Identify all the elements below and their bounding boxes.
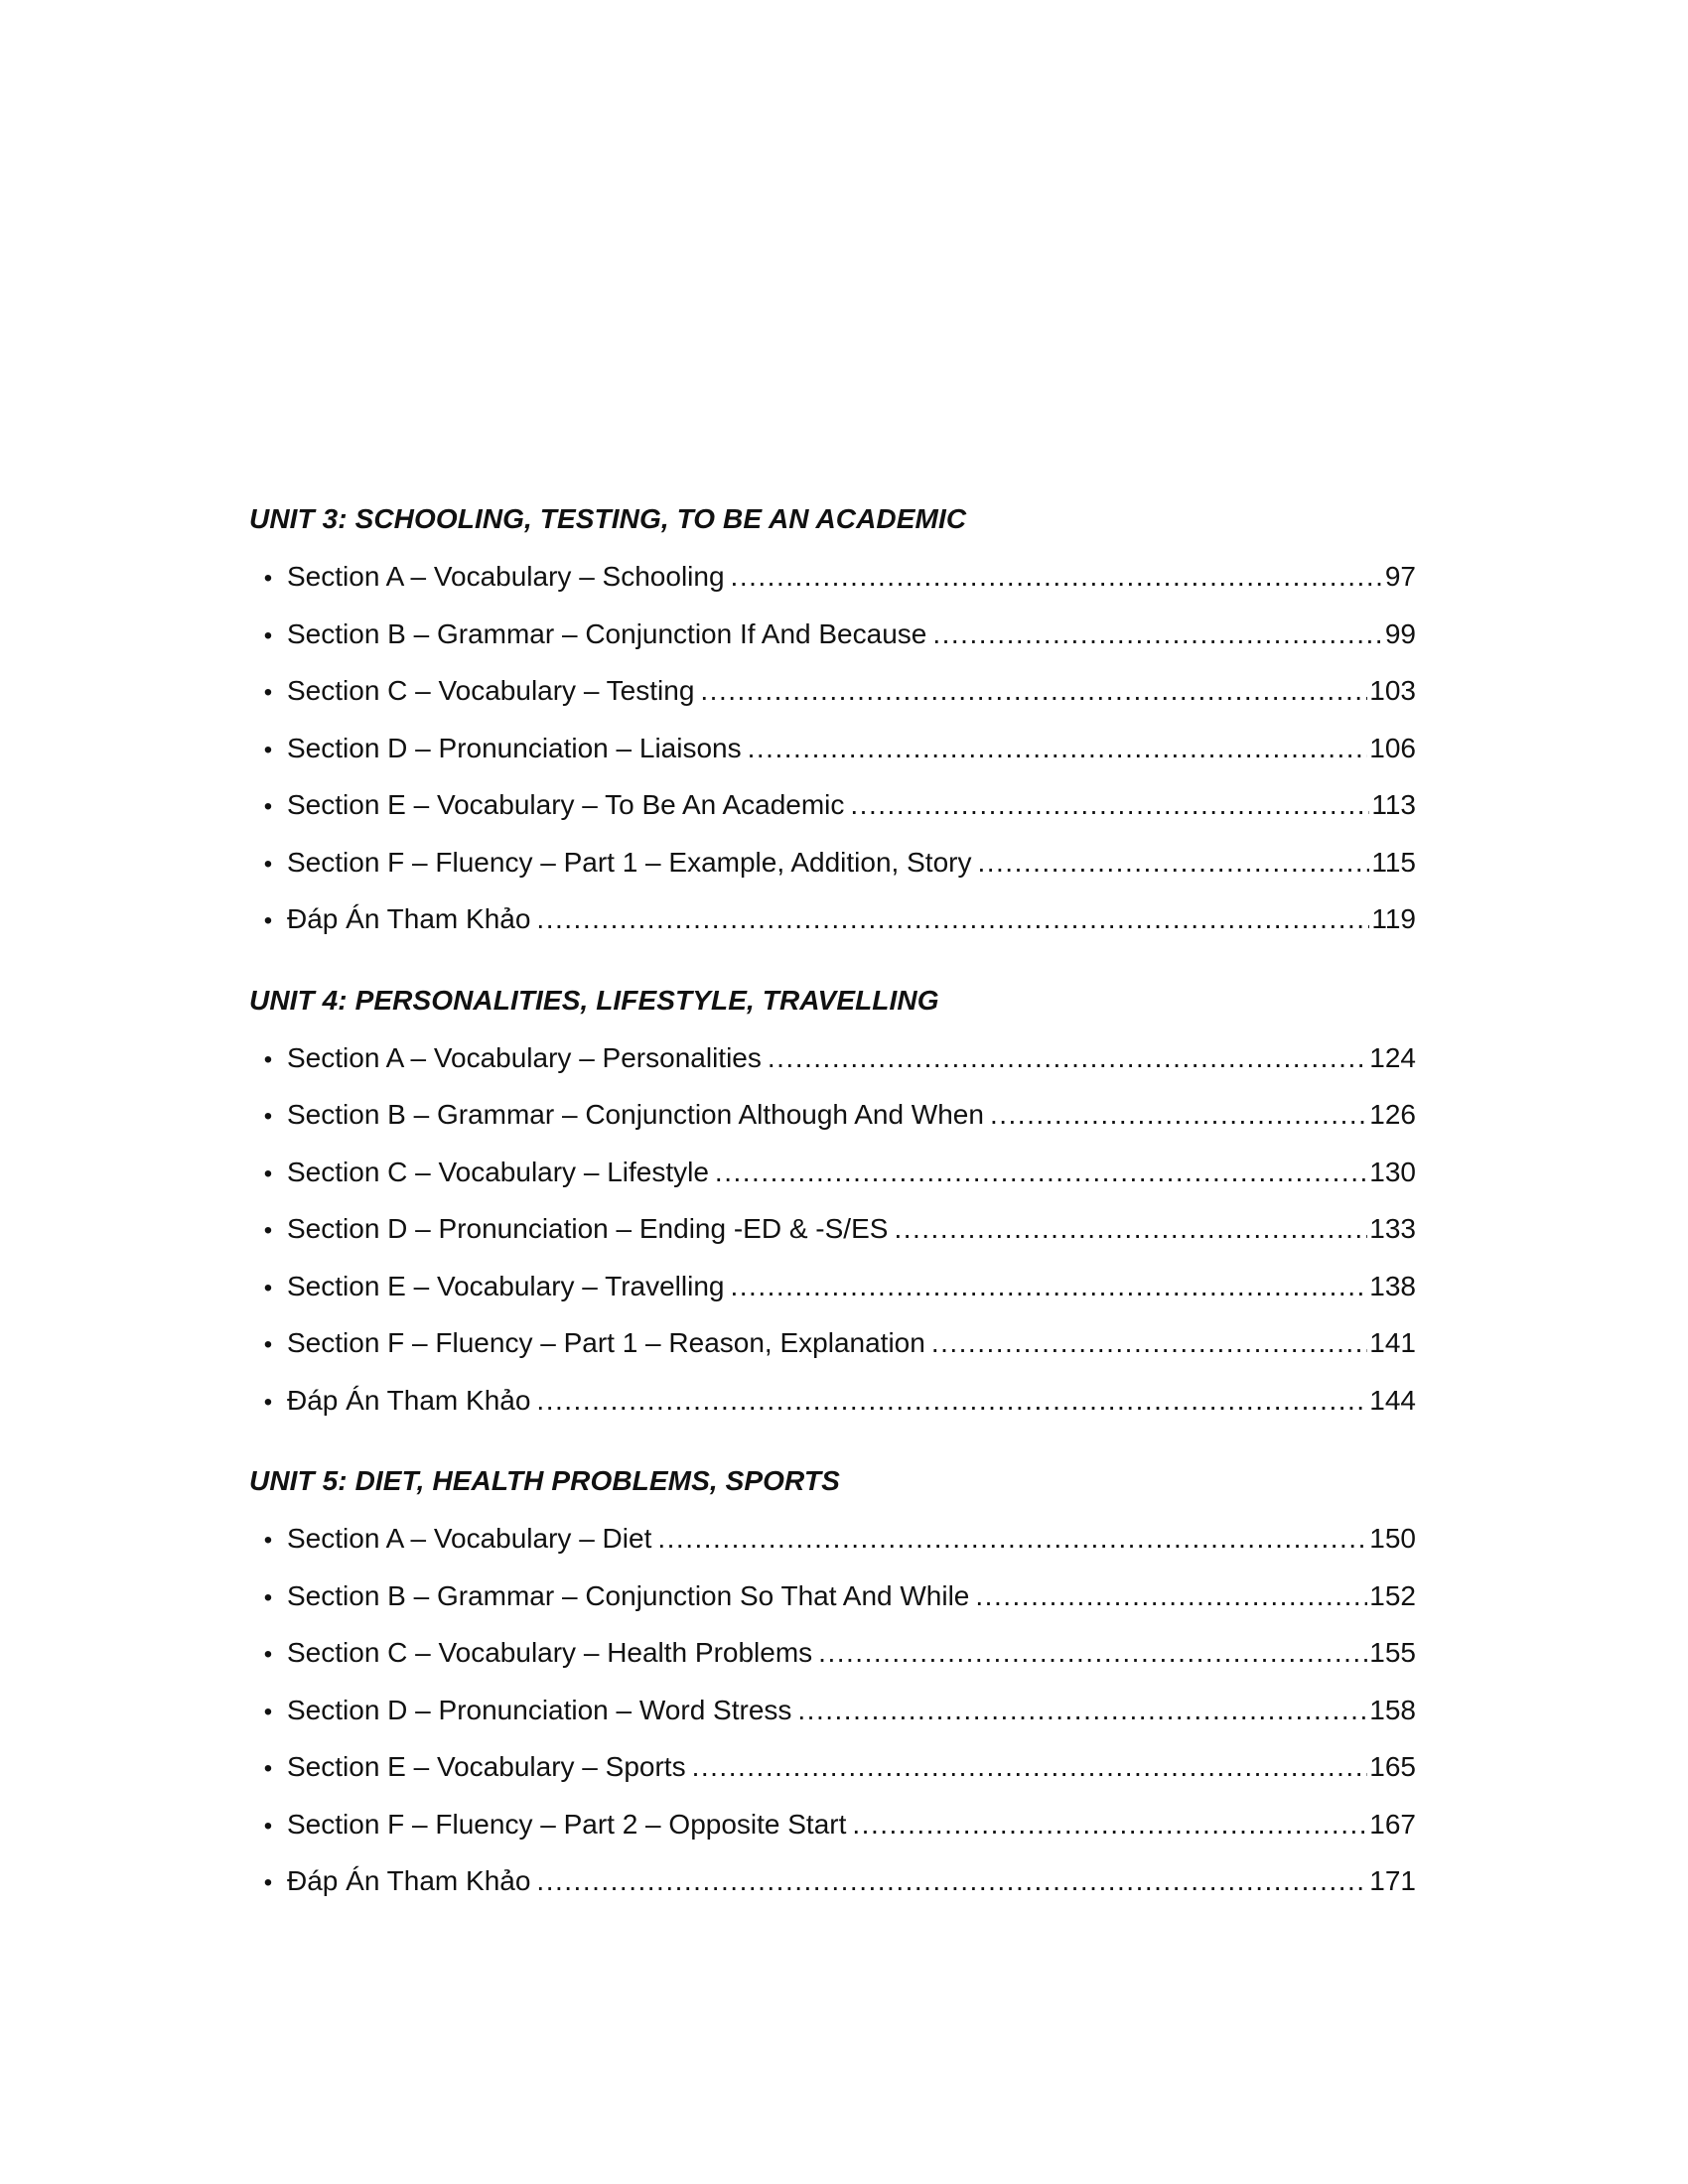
unit-title: UNIT 5: DIET, HEALTH PROBLEMS, SPORTS [249,1465,840,1496]
page-number: 130 [1369,1156,1416,1187]
dot-leader [748,729,1368,768]
toc-entry[interactable] [249,1267,1416,1324]
bullet-icon: • [263,1103,273,1130]
bullet-icon: • [263,1755,273,1782]
dot-leader [894,1209,1367,1249]
entry-label: Section C – Vocabulary – Lifestyle [287,1156,709,1187]
entry-label: Section B – Grammar – Conjunction Although And When [287,1099,984,1130]
page-number: 133 [1369,1213,1416,1244]
entry-list [249,557,1416,957]
toc-entry[interactable] [249,557,1416,614]
entry-label: Section F – Fluency – Part 1 – Example, Addition, Story [287,846,972,878]
page-number: 155 [1369,1637,1416,1668]
toc-entry[interactable] [249,1747,1416,1805]
dot-leader [536,1861,1367,1901]
toc-entry[interactable] [249,1691,1416,1748]
toc-entry[interactable] [249,1861,1416,1919]
dot-leader [536,899,1369,939]
toc-entry[interactable] [249,1519,1416,1576]
bullet-icon: • [263,1331,273,1358]
entry-label: Section D – Pronunciation – Ending -ED & -S/ES [287,1213,889,1244]
entry-label: Section A – Vocabulary – Schooling [287,561,725,592]
toc-entry[interactable] [249,1323,1416,1381]
bullet-icon: • [263,1641,273,1668]
toc-entry[interactable] [249,1805,1416,1862]
dot-leader [715,1153,1367,1192]
entry-label: Section B – Grammar – Conjunction So That And While [287,1579,970,1611]
entry-label: Section B – Grammar – Conjunction If And Because [287,617,927,649]
toc-entry[interactable] [249,785,1416,843]
dot-leader [536,1381,1367,1421]
toc-entry[interactable] [249,1576,1416,1634]
entry-label: Section F – Fluency – Part 2 – Opposite Start [287,1808,847,1840]
table-of-contents [249,501,1416,1919]
entry-label: Section D – Pronunciation – Word Stress [287,1694,792,1725]
entry-label: Section A – Vocabulary – Diet [287,1523,652,1554]
page-number: 119 [1371,903,1416,934]
page-number: 103 [1369,675,1416,706]
dot-leader [731,557,1383,597]
page-number: 167 [1369,1808,1416,1840]
toc-entry[interactable] [249,1381,1416,1438]
bullet-icon: • [263,1812,273,1840]
page-number: 158 [1369,1694,1416,1725]
bullet-icon: • [263,736,273,763]
toc-entry[interactable] [249,1209,1416,1267]
dot-leader [850,785,1369,825]
toc-entry[interactable] [249,843,1416,900]
bullet-icon: • [263,793,273,820]
entry-label: Section C – Vocabulary – Testing [287,675,695,706]
entry-label: Section A – Vocabulary – Personalities [287,1041,762,1073]
page-number: 106 [1369,732,1416,763]
bullet-icon: • [263,1583,273,1611]
dot-leader [657,1519,1367,1559]
unit-3-section [249,501,1416,957]
dot-leader [818,1633,1367,1673]
entry-label: Đáp Án Tham Khảo [287,1384,531,1416]
dot-leader [932,614,1383,654]
bullet-icon: • [263,1869,273,1896]
bullet-icon: • [263,907,273,934]
page-number: 126 [1369,1099,1416,1130]
page-number: 124 [1369,1041,1416,1073]
page-number: 99 [1384,617,1416,649]
dot-leader [730,1267,1367,1306]
entry-label: Đáp Án Tham Khảo [287,903,531,934]
bullet-icon: • [263,1388,273,1416]
page-number: 165 [1369,1751,1416,1782]
dot-leader [700,671,1367,711]
toc-entry[interactable] [249,671,1416,729]
bullet-icon: • [263,621,273,649]
bullet-icon: • [263,1160,273,1187]
page-number: 141 [1369,1327,1416,1358]
dot-leader [692,1747,1368,1787]
page-number: 115 [1371,846,1416,878]
dot-leader [975,1576,1367,1616]
page-number: 113 [1371,789,1416,820]
bullet-icon: • [263,679,273,706]
page-number: 150 [1369,1523,1416,1554]
unit-title: UNIT 4: PERSONALITIES, LIFESTYLE, TRAVELLING [249,984,939,1016]
unit-title: UNIT 3: SCHOOLING, TESTING, TO BE AN ACADEMIC [249,503,967,534]
unit-4-section [249,983,1416,1438]
entry-label: Section E – Vocabulary – To Be An Academic [287,789,845,820]
entry-list [249,1038,1416,1438]
page-number: 171 [1369,1865,1416,1896]
bullet-icon: • [263,850,273,878]
dot-leader [852,1805,1367,1844]
toc-entry[interactable] [249,1633,1416,1691]
entry-list [249,1519,1416,1919]
toc-entry[interactable] [249,1095,1416,1153]
dot-leader [768,1038,1367,1078]
entry-label: Đáp Án Tham Khảo [287,1865,531,1896]
bullet-icon: • [263,1274,273,1301]
bullet-icon: • [263,565,273,592]
toc-entry[interactable] [249,614,1416,672]
page-number: 144 [1369,1384,1416,1416]
toc-entry[interactable] [249,729,1416,786]
dot-leader [797,1691,1367,1730]
toc-entry[interactable] [249,1038,1416,1096]
bullet-icon: • [263,1045,273,1073]
dot-leader [990,1095,1367,1135]
entry-label: Section E – Vocabulary – Sports [287,1751,686,1782]
page-number: 138 [1369,1270,1416,1301]
dot-leader [931,1323,1367,1363]
entry-label: Section C – Vocabulary – Health Problems [287,1637,813,1668]
toc-entry[interactable] [249,899,1416,957]
bullet-icon: • [263,1698,273,1725]
toc-entry[interactable] [249,1153,1416,1210]
page-number: 97 [1384,561,1416,592]
page-number: 152 [1369,1579,1416,1611]
dot-leader [977,843,1369,883]
bullet-icon: • [263,1217,273,1244]
entry-label: Section D – Pronunciation – Liaisons [287,732,742,763]
unit-5-section [249,1463,1416,1919]
entry-label: Section F – Fluency – Part 1 – Reason, Explanation [287,1327,925,1358]
entry-label: Section E – Vocabulary – Travelling [287,1270,725,1301]
bullet-icon: • [263,1527,273,1554]
